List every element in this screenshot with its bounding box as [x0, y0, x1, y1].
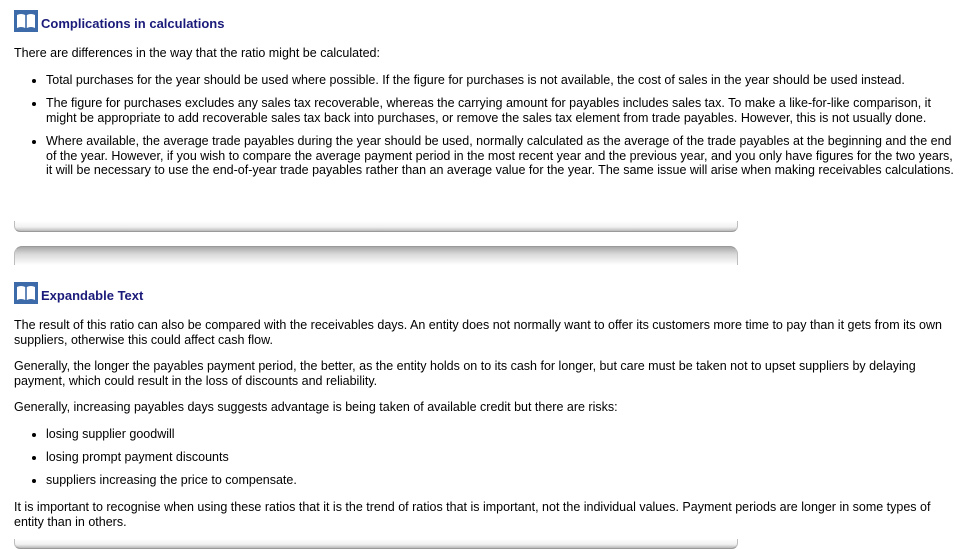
risks-list: [14, 427, 954, 488]
paragraph: Generally, increasing payables days suggests advantage is being taken of available credit but there are risks:: [14, 400, 618, 414]
section-divider-top: [14, 246, 738, 265]
section-divider-bottom: [14, 221, 738, 232]
section-title: Complications in calculations: [41, 16, 225, 31]
list-item: • Total purchases for the year should be used where possible. If the figure for purchases is not available, the cost of sales in the year should be used instead.: [46, 73, 954, 88]
paragraph: Generally, the longer the payables payment period, the better, as the entity holds on to its cash for longer, but care must be taken not to upset suppliers by delaying payment, which could result in the loss of discounts and reliability.: [14, 359, 916, 388]
complications-header: [14, 6, 954, 32]
open-book-icon: [14, 282, 38, 304]
intro-text: There are differences in the way that the ratio might be calculated:: [14, 46, 380, 60]
section-title: Expandable Text: [41, 288, 144, 303]
expandable-text-section: [14, 278, 954, 529]
expandable-header: [14, 278, 954, 304]
paragraph: The result of this ratio can also be compared with the receivables days. An entity does not normally want to offer its customers more time to pay than it gets from its own suppliers, otherwise this could affect cash flow.: [14, 318, 942, 347]
list-item: • suppliers increasing the price to compensate.: [46, 473, 954, 488]
section-divider-bottom: [14, 539, 738, 549]
closing-paragraph: It is important to recognise when using these ratios that it is the trend of ratios that is important, not the individual values. Payment periods are longer in some types of entity than in others.: [14, 500, 931, 529]
complications-section: [14, 6, 954, 178]
complications-list: [14, 73, 954, 178]
list-item: • losing prompt payment discounts: [46, 450, 954, 465]
list-item: • The figure for purchases excludes any sales tax recoverable, whereas the carrying amount for payables includes sales tax. To make a like-for-like comparison, it might be appropriate to add recoverable sales tax back into purchases, or remove the sales tax element from trade payables. However, this is not usually done.: [46, 96, 954, 125]
list-item: • losing supplier goodwill: [46, 427, 954, 442]
list-item: • Where available, the average trade payables during the year should be used, normally calculated as the average of the trade payables at the beginning and the end of the year. However, if you wish to compare the average payment period in the most recent year and the previous year, and you only have figures for the two years, it will be necessary to use the end-of-year trade payables rather than an average value for the year. The same issue will arise when making receivables calculations.: [46, 134, 954, 178]
open-book-icon: [14, 10, 38, 32]
